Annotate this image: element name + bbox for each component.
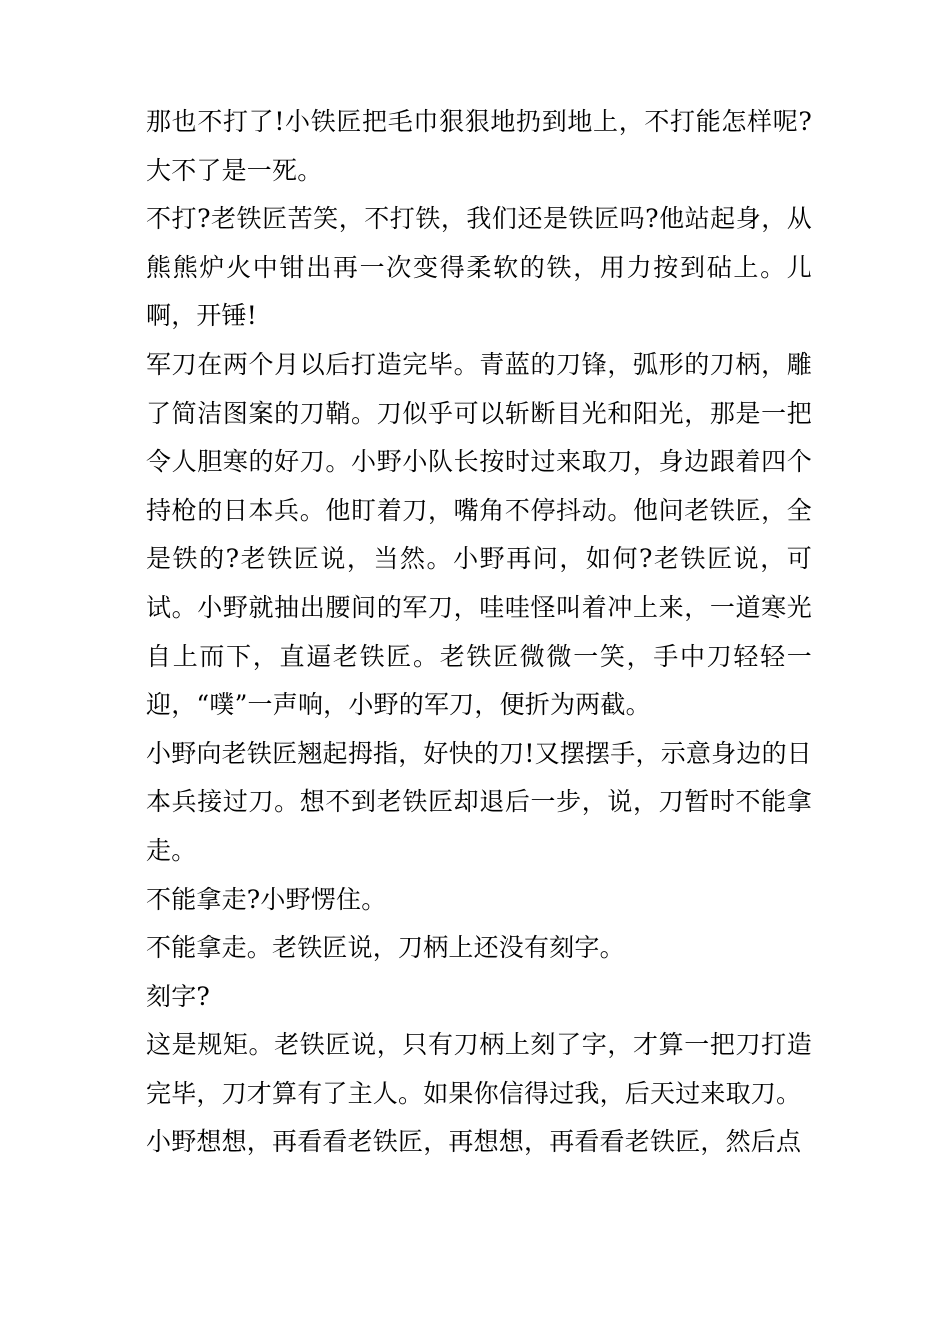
paragraph-8: 这是规矩。老铁匠说，只有刀柄上刻了字，才算一把刀打造完毕，刀才算有了主人。如果你信得过我，后天过来取刀。 xyxy=(146,1030,812,1108)
paragraph-2: 不打?老铁匠苦笑，不打铁，我们还是铁匠吗?他站起身，从熊熊炉火中钳出再一次变得柔软的铁，用力按到砧上。儿啊，开锤! xyxy=(146,204,812,331)
paragraph-4: 小野向老铁匠翘起拇指，好快的刀!又摆摆手，示意身边的日本兵接过刀。想不到老铁匠却退后一步，说，刀暂时不能拿走。 xyxy=(146,738,812,865)
paragraph-5: 不能拿走?小野愣住。 xyxy=(146,884,387,914)
paragraph-1: 那也不打了!小铁匠把毛巾狠狠地扔到地上，不打能怎样呢?大不了是一死。 xyxy=(146,107,812,185)
paragraph-7: 刻字? xyxy=(146,981,211,1011)
paragraph-9: 小野想想，再看看老铁匠，再想想，再看看老铁匠，然后点 xyxy=(146,1127,802,1157)
body-text xyxy=(146,98,812,1167)
paragraph-3: 军刀在两个月以后打造完毕。青蓝的刀锋，弧形的刀柄，雕了简洁图案的刀鞘。刀似乎可以斩断目光和阳光，那是一把令人胆寒的好刀。小野小队长按时过来取刀，身边跟着四个持枪的日本兵。他盯着刀，嘴角不停抖动。他问老铁匠，全是铁的?老铁匠说，当然。小野再问，如何?老铁匠说，可试。小野就抽出腰间的军刀，哇哇怪叫着冲上来，一道寒光自上而下，直逼老铁匠。老铁匠微微一笑，手中刀轻轻一迎，“噗”一声响，小野的军刀，便折为两截。 xyxy=(146,349,812,720)
paragraph-6: 不能拿走。老铁匠说，刀柄上还没有刻字。 xyxy=(146,933,625,963)
